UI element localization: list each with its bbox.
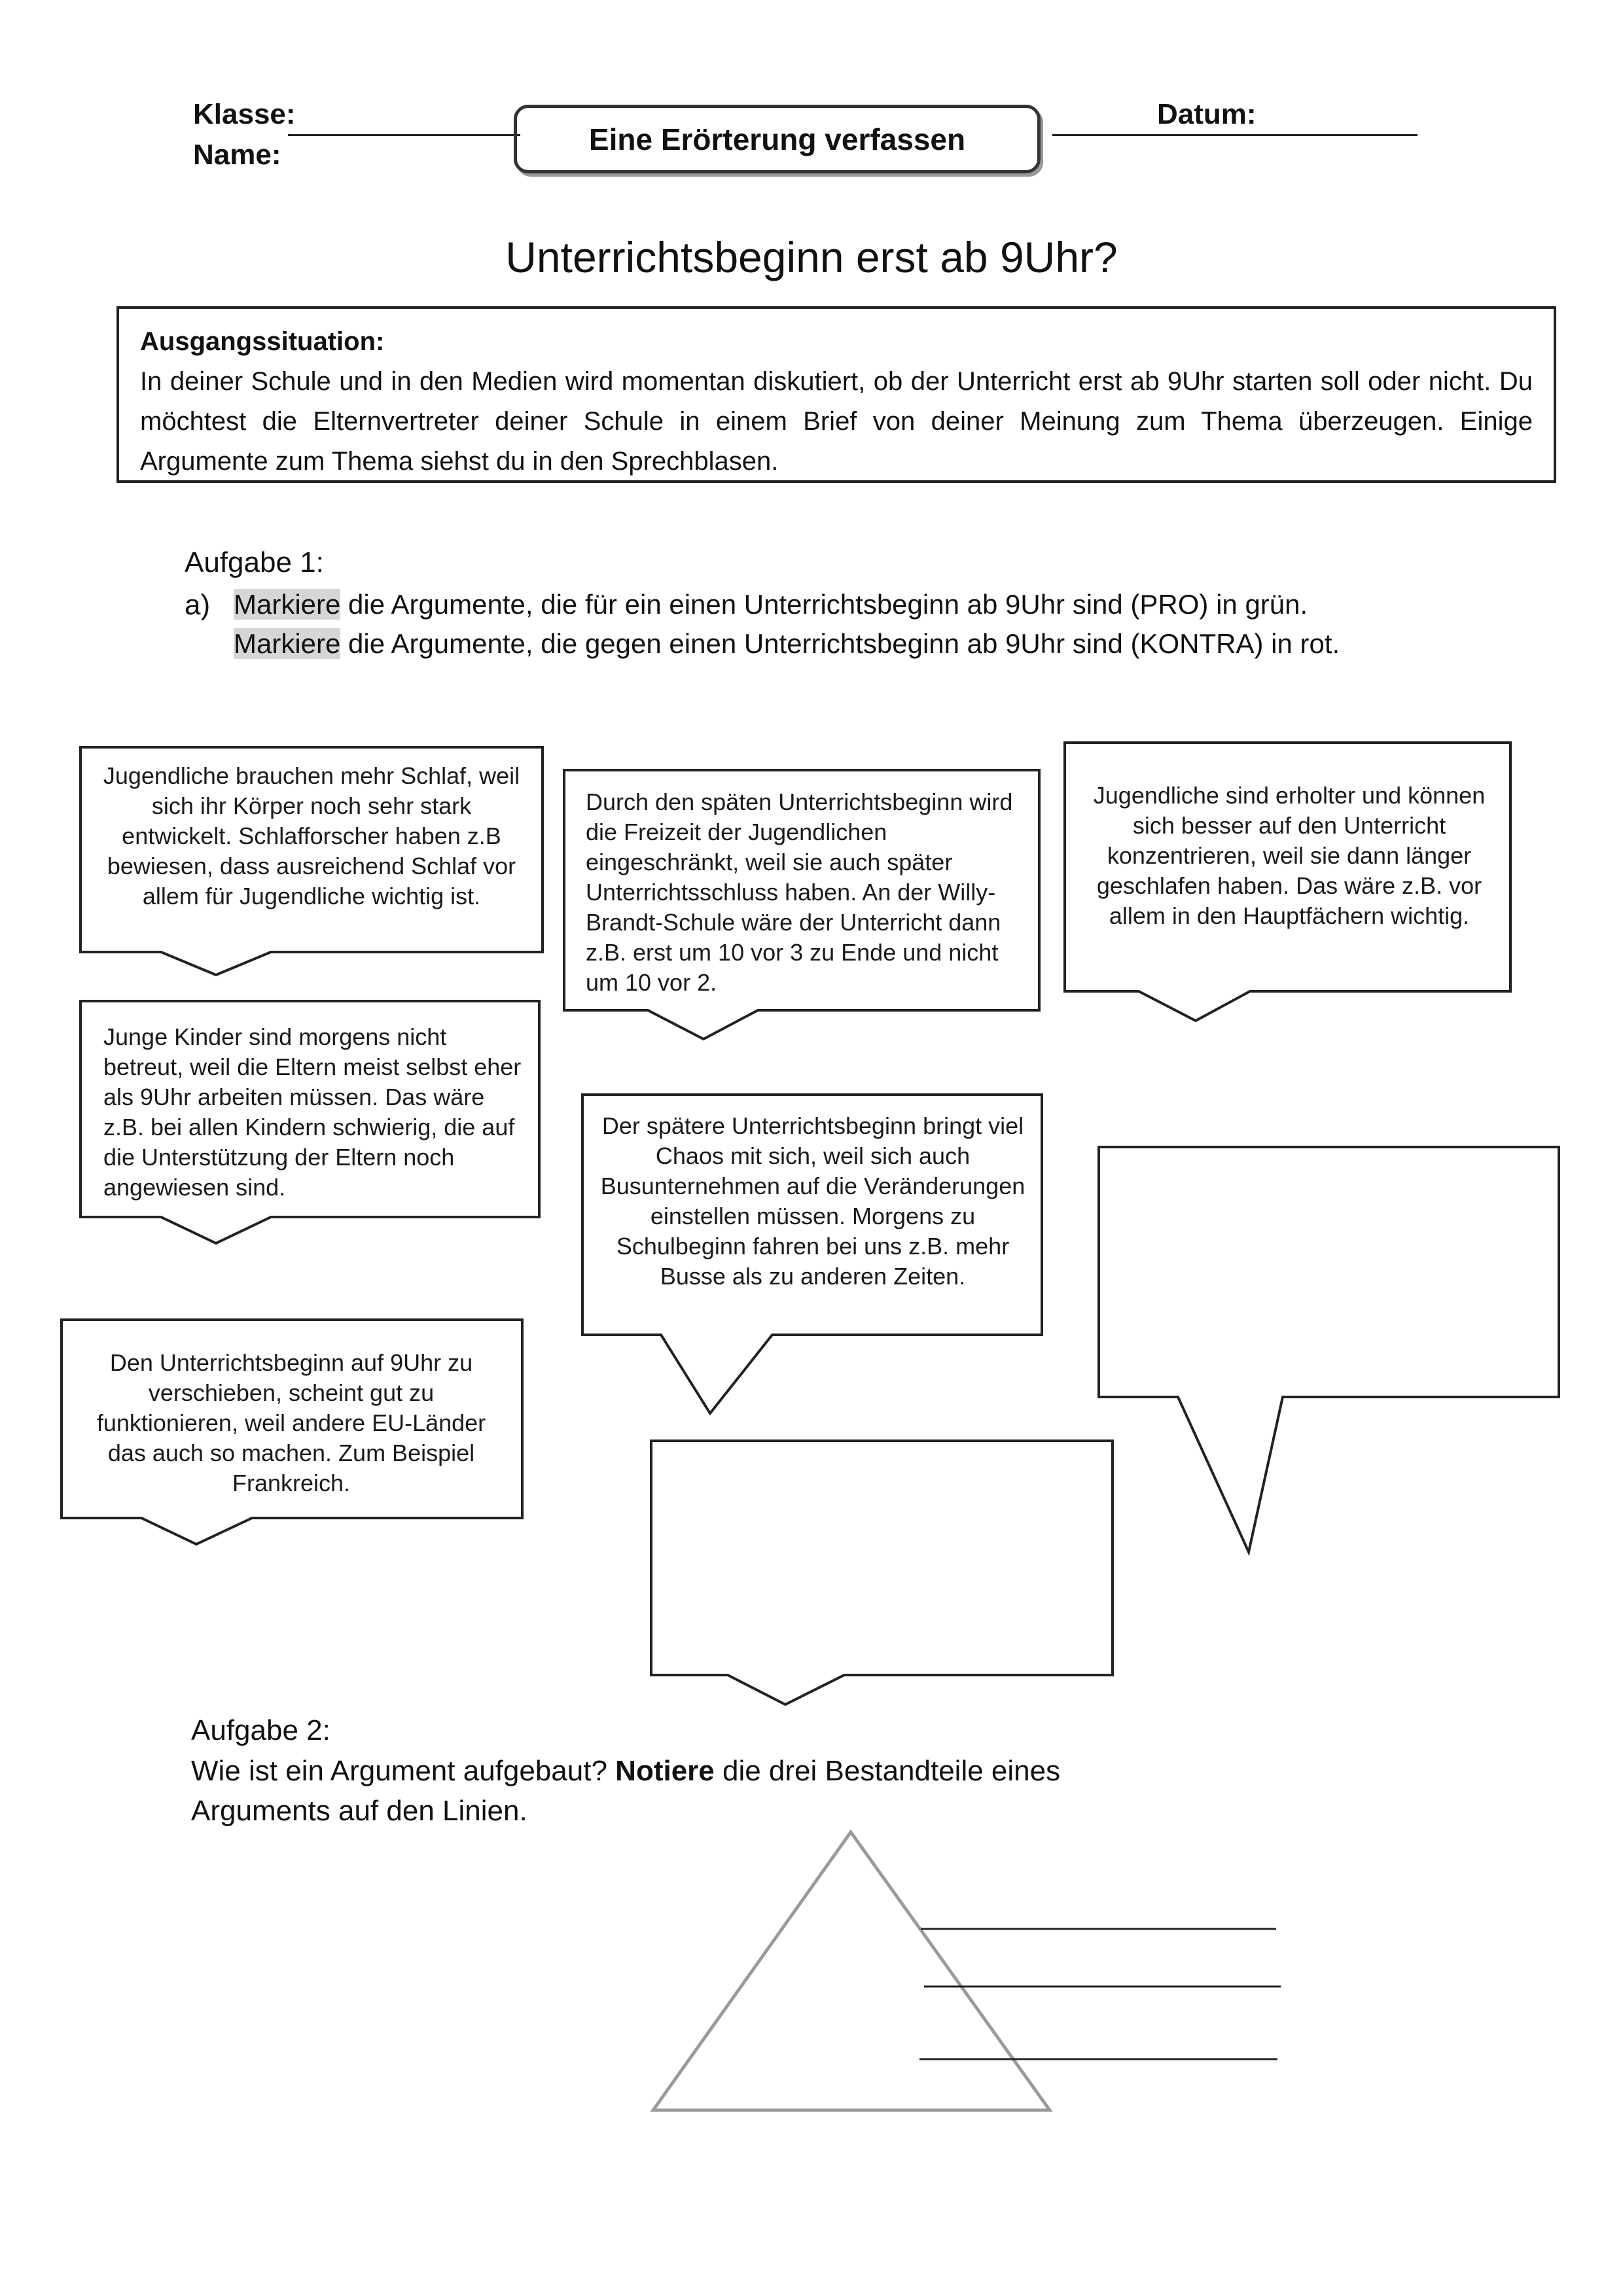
worksheet-title-text: Eine Erörterung verfassen bbox=[588, 122, 966, 156]
aufgabe2-line1 bbox=[191, 1755, 1060, 1788]
aufgabe2-notiere: Notiere bbox=[615, 1755, 715, 1787]
argument-triangle-graphic bbox=[653, 1832, 1281, 2110]
aufgabe2-line2: Arguments auf den Linien. bbox=[191, 1795, 527, 1827]
highlight-markiere: Markiere bbox=[234, 628, 341, 659]
aufgabe2-heading: Aufgabe 2: bbox=[191, 1714, 330, 1746]
klasse-label: Klasse: bbox=[193, 98, 296, 130]
bubble-1-text: Jugendliche brauchen mehr Schlaf, weil sich ihr Körper noch sehr stark entwickelt. Schlafforscher haben z.B bewiesen, dass ausreichend Schlaf vor allem für Jugendliche wichtig ist. bbox=[103, 762, 520, 910]
aufgabe1-heading: Aufgabe 1: bbox=[185, 546, 324, 578]
bubble-outline-8 bbox=[651, 1441, 1113, 1704]
aufgabe2-line1-a: Wie ist ein Argument aufgebaut? bbox=[191, 1755, 616, 1787]
situation-text: In deiner Schule und in den Medien wird momentan diskutiert, ob der Unterricht erst ab 9Uhr starten soll oder nicht. Du möchtest die Elternvertreter deiner Schule in einem Brief von deiner Meinung zum Thema überzeugen. Einige Argumente zum Thema siehst du in den Sprechblasen. bbox=[140, 367, 1533, 476]
name-label: Name: bbox=[193, 139, 281, 171]
aufgabe1-line1-text: die Argumente, die für ein einen Unterrichtsbeginn ab 9Uhr sind (PRO) in grün. bbox=[340, 589, 1308, 620]
bubble-5-text: Der spätere Unterrichtsbeginn bringt viel Chaos mit sich, weil sich auch Busunternehmen auf die Veränderungen einstellen müssen. Morgens zu Schulbeginn fahren bei uns z.B. mehr Busse als zu anderen Zeiten. bbox=[600, 1112, 1026, 1290]
bubble-3-text: Jugendliche sind erholter und können sich besser auf den Unterricht konzentrieren, weil sie dann länger geschlafen haben. Das wäre z.B. vor allem in den Hauptfächern wichtig. bbox=[1093, 782, 1486, 929]
highlight-markiere: Markiere bbox=[234, 589, 341, 620]
situation-title: Ausgangssituation: bbox=[140, 327, 385, 356]
argument-triangle bbox=[653, 1832, 1050, 2110]
aufgabe1-line2-text: die Argumente, die gegen einen Unterrichtsbeginn ab 9Uhr sind (KONTRA) in rot. bbox=[340, 628, 1340, 659]
bubble-4-text: Junge Kinder sind morgens nicht betreut, weil die Eltern meist selbst eher als 9Uhr arbeiten müssen. Das wäre z.B. bei allen Kindern schwierig, die auf die Unterstützung der Eltern noch angewiesen sind. bbox=[103, 1023, 522, 1201]
page-title: Unterrichtsbeginn erst ab 9Uhr? bbox=[505, 233, 1118, 281]
bubble-2-text: Durch den späten Unterrichtsbeginn wird die Freizeit der Jugendlichen eingeschränkt, weil sie auch später Unterrichtsschluss haben. An der Willy-Brandt-Schule wäre der Unterricht dann z.B. erst um 10 vor 3 zu Ende und nicht um 10 vor 2. bbox=[586, 788, 1013, 996]
datum-label: Datum: bbox=[1157, 98, 1257, 130]
aufgabe2-line1-b: die drei Bestandteile eines bbox=[714, 1755, 1061, 1787]
bubble-6-text: Den Unterrichtsbeginn auf 9Uhr zu verschieben, scheint gut zu funktionieren, weil andere EU-Länder das auch so machen. Zum Beispiel Frankreich. bbox=[96, 1349, 486, 1496]
bubble-outline-6 bbox=[1099, 1147, 1559, 1552]
aufgabe1-item-letter: a) bbox=[185, 589, 211, 621]
